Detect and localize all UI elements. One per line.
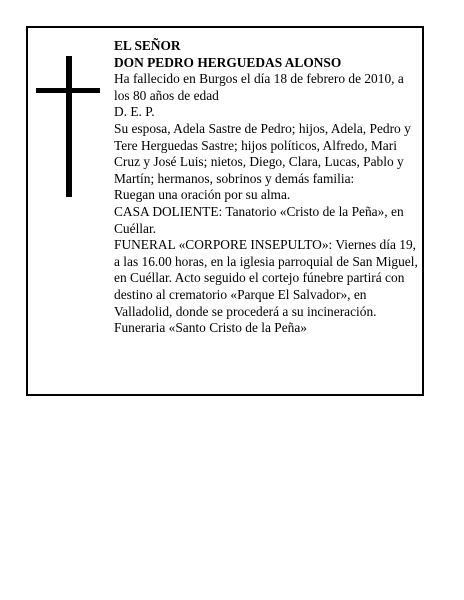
notice-heading-title: EL SEÑOR [114, 38, 181, 53]
deceased-name: DON PEDRO HERGUEDAS ALONSO [114, 54, 342, 70]
funeral-home: Funeraria «Santo Cristo de la Peña» [114, 320, 308, 336]
cross-horizontal-bar [36, 88, 100, 93]
notice-text [114, 38, 422, 337]
rip-line: D. E. P. [114, 104, 155, 120]
death-announcement: Ha fallecido en Burgos el día 18 de febrero de 2010, a los 80 años de edad [114, 71, 404, 103]
cross-vertical-bar [66, 56, 72, 197]
family-list: Su esposa, Adela Sastre de Pedro; hijos, Adela, Pedro y Tere Herguedas Sastre; hijos políticos, Alfredo, Mari Cruz y José Luis; nietos, Diego, Clara, Lucas, Pablo y Martín; hermanos, sobrinos y demás familia: [114, 120, 411, 186]
obituary-notice [26, 26, 424, 396]
prayer-request: Ruegan una oración por su alma. [114, 187, 291, 203]
funeral-details: FUNERAL «CORPORE INSEPULTO»: Viernes día 19, a las 16.00 horas, en la iglesia parroquial de San Miguel, en Cuéllar. Acto seguido el cortejo fúnebre partirá con destino al crematorio «Parque El Salvador», en Valladolid, donde se procederá a su incineración. [114, 237, 418, 319]
mourning-house: CASA DOLIENTE: Tanatorio «Cristo de la Peña», en Cuéllar. [114, 203, 404, 236]
